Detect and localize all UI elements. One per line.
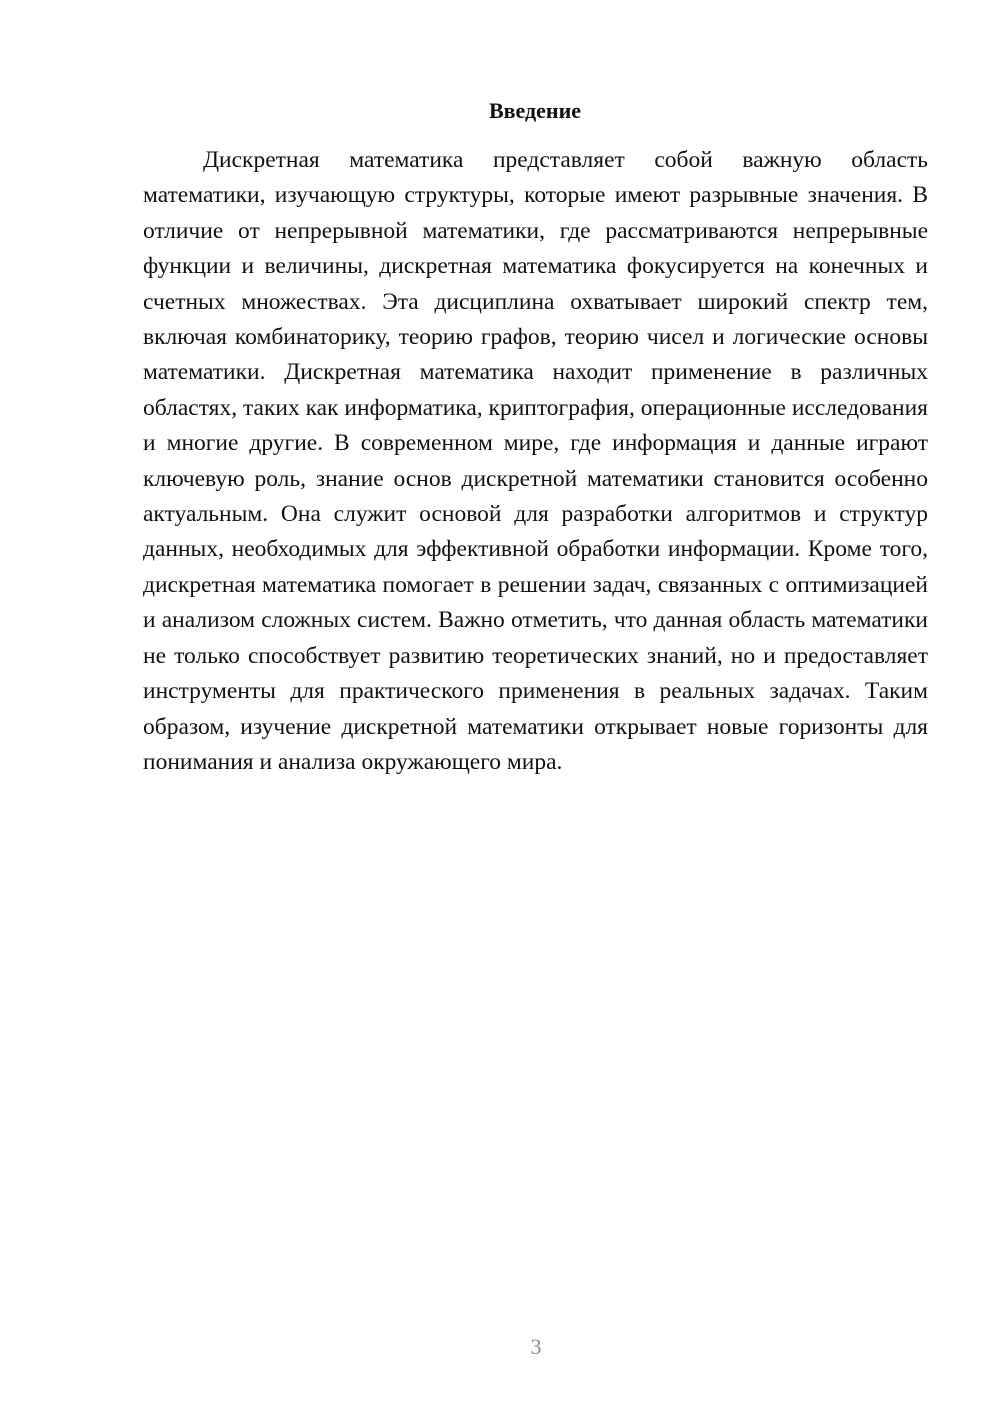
page-number: 3 xyxy=(530,1334,542,1359)
body-paragraph: Дискретная математика представляет собой важную область математики, изучающую структуры, которые имеют разрывные значения. В отличие от непрерывной математики, где рассматриваются непрерывные функции и величины, дискретная математика фокусируется на конечных и счетных множествах. Эта дисциплина охватывает широкий спектр тем, включая комбинаторику, теорию графов, теорию чисел и логические основы математики. Дискретная математика находит применение в различных областях, таких как информатика, криптография, операционные исследования и многие другие. В современном мире, где информация и данные играют ключевую роль, знание основ дискретной математики становится особенно актуальным. Она служит основой для разработки алгоритмов и структур данных, необходимых для эффективной обработки информации. Кроме того, дискретная математика помогает в решении задач, связанных с оптимизацией и анализом сложных систем. Важно отметить, что данная область математики не только способствует развитию теоретических знаний, но и предоставляет инструменты для практического применения в реальных задачах. Таким образом, изучение дискретной математики открывает новые горизонты для понимания и анализа окружающего мира. xyxy=(143,147,928,775)
section-title: Введение xyxy=(488,98,582,123)
